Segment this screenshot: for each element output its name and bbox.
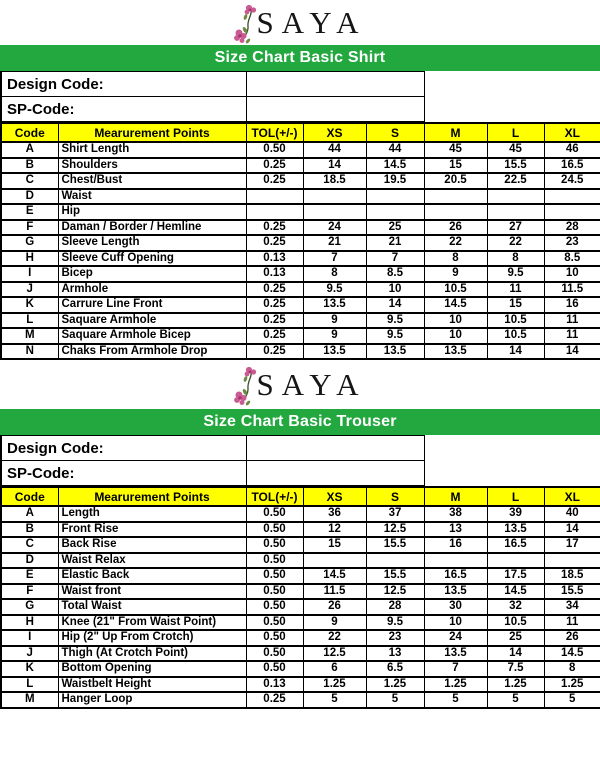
sp-code-row — [1, 97, 600, 122]
size-value-cell: 5 — [424, 692, 487, 708]
code-cell: M — [1, 692, 58, 708]
tolerance-cell: 0.50 — [246, 646, 303, 662]
table-row — [1, 173, 600, 189]
code-cell: G — [1, 235, 58, 251]
section-title: Size Chart Basic Trouser — [203, 413, 397, 430]
section-title: Size Chart Basic Shirt — [214, 49, 386, 66]
tolerance-cell: 0.50 — [246, 599, 303, 615]
size-value-cell — [487, 204, 544, 220]
size-value-cell: 10 — [424, 313, 487, 329]
size-value-cell: 28 — [544, 220, 600, 236]
table-row — [1, 204, 600, 220]
flower-icon — [233, 3, 263, 45]
column-header-m: M — [424, 123, 487, 142]
size-value-cell: 10 — [424, 328, 487, 344]
table-row — [1, 297, 600, 313]
column-header-mearurement-points: Mearurement Points — [58, 487, 246, 506]
size-value-cell: 37 — [366, 506, 424, 522]
size-value-cell: 8 — [424, 251, 487, 267]
code-cell: L — [1, 677, 58, 693]
table-row — [1, 251, 600, 267]
size-value-cell: 14 — [303, 158, 366, 174]
code-cell: J — [1, 282, 58, 298]
tolerance-cell: 0.13 — [246, 251, 303, 267]
code-cell: N — [1, 344, 58, 360]
measurement-point-cell: Daman / Border / Hemline — [58, 220, 246, 236]
size-value-cell — [303, 204, 366, 220]
design-code-label: Design Code: — [1, 72, 246, 97]
tolerance-cell: 0.50 — [246, 506, 303, 522]
spacer-cell — [424, 436, 600, 461]
size-value-cell: 1.25 — [487, 677, 544, 693]
size-value-cell: 14 — [544, 344, 600, 360]
code-cell: F — [1, 584, 58, 600]
code-cell: I — [1, 266, 58, 282]
tolerance-cell: 0.25 — [246, 220, 303, 236]
size-value-cell: 18.5 — [303, 173, 366, 189]
design-code-row — [1, 72, 600, 97]
size-value-cell — [544, 553, 600, 569]
measurement-point-cell: Waist — [58, 189, 246, 205]
size-value-cell: 8.5 — [366, 266, 424, 282]
column-header-mearurement-points: Mearurement Points — [58, 123, 246, 142]
size-value-cell: 25 — [366, 220, 424, 236]
table-row — [1, 615, 600, 631]
measurement-point-cell: Waistbelt Height — [58, 677, 246, 693]
size-value-cell: 19.5 — [366, 173, 424, 189]
size-value-cell: 14.5 — [487, 584, 544, 600]
size-value-cell: 16.5 — [487, 537, 544, 553]
tolerance-cell: 0.50 — [246, 537, 303, 553]
table-row — [1, 630, 600, 646]
size-value-cell: 22.5 — [487, 173, 544, 189]
column-header-s: S — [366, 487, 424, 506]
size-value-cell: 45 — [424, 142, 487, 158]
flower-icon — [233, 365, 263, 407]
size-value-cell: 11.5 — [544, 282, 600, 298]
shirt-measurements-table — [0, 122, 600, 360]
code-cell: F — [1, 220, 58, 236]
design-code-value — [246, 72, 424, 97]
section-title-bar — [0, 45, 600, 71]
table-row — [1, 189, 600, 205]
measurement-point-cell: Shirt Length — [58, 142, 246, 158]
code-cell: B — [1, 522, 58, 538]
measurement-point-cell: Bottom Opening — [58, 661, 246, 677]
measurement-point-cell: Waist Relax — [58, 553, 246, 569]
size-value-cell: 27 — [487, 220, 544, 236]
size-value-cell: 8 — [487, 251, 544, 267]
tolerance-cell: 0.25 — [246, 328, 303, 344]
column-header-tol: TOL(+/-) — [246, 123, 303, 142]
size-value-cell: 7 — [303, 251, 366, 267]
measurement-point-cell: Waist front — [58, 584, 246, 600]
tolerance-cell: 0.13 — [246, 677, 303, 693]
size-value-cell: 16 — [544, 297, 600, 313]
size-value-cell — [424, 204, 487, 220]
size-value-cell: 6.5 — [366, 661, 424, 677]
measurement-point-cell: Armhole — [58, 282, 246, 298]
size-value-cell: 36 — [303, 506, 366, 522]
size-value-cell: 9.5 — [366, 328, 424, 344]
size-value-cell: 14.5 — [544, 646, 600, 662]
size-value-cell: 23 — [366, 630, 424, 646]
size-value-cell: 7.5 — [487, 661, 544, 677]
column-header-xs: XS — [303, 487, 366, 506]
size-value-cell: 14.5 — [366, 158, 424, 174]
column-header-s: S — [366, 123, 424, 142]
brand-logo — [0, 0, 600, 45]
size-value-cell: 1.25 — [544, 677, 600, 693]
measurement-point-cell: Back Rise — [58, 537, 246, 553]
size-value-cell: 13 — [424, 522, 487, 538]
size-value-cell: 15 — [424, 158, 487, 174]
size-value-cell: 10.5 — [487, 615, 544, 631]
measurement-point-cell: Front Rise — [58, 522, 246, 538]
size-value-cell: 16.5 — [544, 158, 600, 174]
column-header-xl: XL — [544, 123, 600, 142]
size-value-cell: 25 — [487, 630, 544, 646]
column-header-l: L — [487, 487, 544, 506]
code-cell: E — [1, 568, 58, 584]
code-cell: A — [1, 142, 58, 158]
size-value-cell: 9.5 — [366, 313, 424, 329]
tolerance-cell: 0.25 — [246, 344, 303, 360]
tolerance-cell: 0.25 — [246, 173, 303, 189]
size-value-cell: 9.5 — [366, 615, 424, 631]
size-value-cell: 26 — [424, 220, 487, 236]
tolerance-cell: 0.50 — [246, 553, 303, 569]
size-value-cell: 21 — [366, 235, 424, 251]
size-value-cell: 44 — [303, 142, 366, 158]
size-value-cell: 22 — [424, 235, 487, 251]
size-value-cell: 5 — [487, 692, 544, 708]
code-cell: G — [1, 599, 58, 615]
spacer-cell — [424, 97, 600, 122]
table-row — [1, 646, 600, 662]
code-cell: D — [1, 553, 58, 569]
tolerance-cell: 0.13 — [246, 266, 303, 282]
sp-code-label: SP-Code: — [1, 97, 246, 122]
table-row — [1, 692, 600, 708]
size-value-cell: 30 — [424, 599, 487, 615]
size-value-cell: 22 — [303, 630, 366, 646]
size-value-cell: 5 — [544, 692, 600, 708]
size-value-cell — [366, 189, 424, 205]
size-value-cell: 9 — [303, 313, 366, 329]
sp-code-row — [1, 461, 600, 486]
code-cell: B — [1, 158, 58, 174]
size-value-cell: 44 — [366, 142, 424, 158]
size-value-cell: 5 — [303, 692, 366, 708]
size-value-cell: 24 — [424, 630, 487, 646]
sp-code-value — [246, 97, 424, 122]
size-value-cell — [487, 553, 544, 569]
size-value-cell — [424, 189, 487, 205]
size-value-cell: 16.5 — [424, 568, 487, 584]
size-value-cell: 9 — [303, 615, 366, 631]
size-value-cell: 38 — [424, 506, 487, 522]
size-value-cell: 15.5 — [366, 537, 424, 553]
size-value-cell: 24.5 — [544, 173, 600, 189]
tolerance-cell — [246, 189, 303, 205]
size-value-cell: 26 — [544, 630, 600, 646]
size-value-cell: 11 — [544, 313, 600, 329]
table-row — [1, 142, 600, 158]
design-code-row — [1, 436, 600, 461]
size-value-cell: 13.5 — [303, 344, 366, 360]
tolerance-cell: 0.25 — [246, 692, 303, 708]
size-value-cell: 7 — [366, 251, 424, 267]
measurement-point-cell: Chaks From Armhole Drop — [58, 344, 246, 360]
code-cell: C — [1, 173, 58, 189]
table-row — [1, 506, 600, 522]
tolerance-cell: 0.25 — [246, 158, 303, 174]
size-value-cell: 8 — [303, 266, 366, 282]
size-value-cell: 11 — [544, 328, 600, 344]
size-value-cell — [544, 204, 600, 220]
size-value-cell: 11 — [487, 282, 544, 298]
size-value-cell — [544, 189, 600, 205]
measurement-point-cell: Saquare Armhole — [58, 313, 246, 329]
brand-wordmark: SAYA — [256, 5, 367, 40]
measurement-point-cell: Total Waist — [58, 599, 246, 615]
size-value-cell: 22 — [487, 235, 544, 251]
brand-logo — [0, 360, 600, 409]
table-row — [1, 328, 600, 344]
table-row — [1, 522, 600, 538]
size-value-cell — [366, 553, 424, 569]
size-value-cell: 18.5 — [544, 568, 600, 584]
measurement-point-cell: Elastic Back — [58, 568, 246, 584]
size-value-cell: 24 — [303, 220, 366, 236]
size-value-cell: 34 — [544, 599, 600, 615]
size-value-cell: 10.5 — [487, 313, 544, 329]
size-value-cell: 1.25 — [424, 677, 487, 693]
size-value-cell: 10 — [366, 282, 424, 298]
table-row — [1, 313, 600, 329]
column-header-code: Code — [1, 487, 58, 506]
tolerance-cell: 0.25 — [246, 297, 303, 313]
size-value-cell: 6 — [303, 661, 366, 677]
measurement-point-cell: Sleeve Length — [58, 235, 246, 251]
code-cell: H — [1, 251, 58, 267]
size-value-cell: 12.5 — [366, 584, 424, 600]
design-code-value — [246, 436, 424, 461]
measurement-point-cell: Hip (2" Up From Crotch) — [58, 630, 246, 646]
size-value-cell: 10.5 — [424, 282, 487, 298]
column-header-code: Code — [1, 123, 58, 142]
table-row — [1, 661, 600, 677]
table-row — [1, 568, 600, 584]
tolerance-cell: 0.50 — [246, 661, 303, 677]
column-header-tol: TOL(+/-) — [246, 487, 303, 506]
column-header-m: M — [424, 487, 487, 506]
spacer-cell — [424, 72, 600, 97]
table-row — [1, 282, 600, 298]
column-header-xs: XS — [303, 123, 366, 142]
size-value-cell: 14 — [366, 297, 424, 313]
table-row — [1, 584, 600, 600]
size-value-cell: 14.5 — [303, 568, 366, 584]
size-value-cell: 17.5 — [487, 568, 544, 584]
size-value-cell: 13.5 — [424, 584, 487, 600]
section-title-bar — [0, 409, 600, 435]
code-cell: K — [1, 661, 58, 677]
table-row — [1, 553, 600, 569]
size-value-cell: 39 — [487, 506, 544, 522]
code-cell: L — [1, 313, 58, 329]
trouser-measurements-table — [0, 486, 600, 709]
measurement-point-cell: Sleeve Cuff Opening — [58, 251, 246, 267]
code-fields-table — [0, 435, 600, 486]
size-value-cell: 10 — [544, 266, 600, 282]
code-cell: A — [1, 506, 58, 522]
table-row — [1, 266, 600, 282]
table-header-row — [1, 487, 600, 506]
code-cell: E — [1, 204, 58, 220]
size-value-cell — [303, 189, 366, 205]
size-value-cell: 9.5 — [487, 266, 544, 282]
size-value-cell — [366, 204, 424, 220]
tolerance-cell: 0.50 — [246, 568, 303, 584]
measurement-point-cell: Chest/Bust — [58, 173, 246, 189]
tolerance-cell: 0.50 — [246, 615, 303, 631]
code-cell: M — [1, 328, 58, 344]
size-value-cell: 9 — [303, 328, 366, 344]
size-value-cell: 21 — [303, 235, 366, 251]
size-value-cell: 14 — [487, 344, 544, 360]
size-value-cell: 14 — [487, 646, 544, 662]
size-value-cell: 13.5 — [487, 522, 544, 538]
measurement-point-cell: Saquare Armhole Bicep — [58, 328, 246, 344]
size-value-cell: 26 — [303, 599, 366, 615]
size-value-cell: 17 — [544, 537, 600, 553]
measurement-point-cell: Carrure Line Front — [58, 297, 246, 313]
code-cell: D — [1, 189, 58, 205]
size-value-cell: 15 — [487, 297, 544, 313]
code-cell: J — [1, 646, 58, 662]
size-value-cell: 11.5 — [303, 584, 366, 600]
sp-code-label: SP-Code: — [1, 461, 246, 486]
size-value-cell: 1.25 — [303, 677, 366, 693]
table-row — [1, 158, 600, 174]
column-header-l: L — [487, 123, 544, 142]
shirt-size-chart-section — [0, 0, 600, 360]
code-cell: C — [1, 537, 58, 553]
measurement-point-cell: Length — [58, 506, 246, 522]
size-value-cell: 15.5 — [366, 568, 424, 584]
size-value-cell: 20.5 — [424, 173, 487, 189]
size-value-cell: 11 — [544, 615, 600, 631]
size-value-cell: 45 — [487, 142, 544, 158]
design-code-label: Design Code: — [1, 436, 246, 461]
size-value-cell: 13.5 — [424, 646, 487, 662]
table-row — [1, 537, 600, 553]
measurement-point-cell: Hanger Loop — [58, 692, 246, 708]
size-value-cell: 9.5 — [303, 282, 366, 298]
size-value-cell: 32 — [487, 599, 544, 615]
size-value-cell — [487, 189, 544, 205]
code-fields-table — [0, 71, 600, 122]
size-value-cell: 23 — [544, 235, 600, 251]
sp-code-value — [246, 461, 424, 486]
size-value-cell: 1.25 — [366, 677, 424, 693]
size-value-cell: 40 — [544, 506, 600, 522]
table-row — [1, 235, 600, 251]
size-value-cell — [303, 553, 366, 569]
tolerance-cell: 0.25 — [246, 313, 303, 329]
tolerance-cell: 0.50 — [246, 142, 303, 158]
size-value-cell: 9 — [424, 266, 487, 282]
size-value-cell: 10.5 — [487, 328, 544, 344]
tolerance-cell: 0.50 — [246, 584, 303, 600]
tolerance-cell: 0.25 — [246, 282, 303, 298]
column-header-xl: XL — [544, 487, 600, 506]
table-row — [1, 677, 600, 693]
size-value-cell: 13.5 — [303, 297, 366, 313]
size-value-cell: 8 — [544, 661, 600, 677]
code-cell: H — [1, 615, 58, 631]
code-cell: I — [1, 630, 58, 646]
size-value-cell: 13.5 — [424, 344, 487, 360]
size-value-cell: 15.5 — [544, 584, 600, 600]
tolerance-cell — [246, 204, 303, 220]
size-value-cell: 15.5 — [487, 158, 544, 174]
size-value-cell: 46 — [544, 142, 600, 158]
size-value-cell: 10 — [424, 615, 487, 631]
size-value-cell: 7 — [424, 661, 487, 677]
tolerance-cell: 0.50 — [246, 630, 303, 646]
trouser-size-chart-section — [0, 360, 600, 709]
size-value-cell — [424, 553, 487, 569]
table-row — [1, 599, 600, 615]
size-value-cell: 12.5 — [366, 522, 424, 538]
brand-wordmark: SAYA — [256, 367, 367, 402]
table-row — [1, 344, 600, 360]
tolerance-cell: 0.50 — [246, 522, 303, 538]
size-value-cell: 14.5 — [424, 297, 487, 313]
size-value-cell: 13.5 — [366, 344, 424, 360]
table-header-row — [1, 123, 600, 142]
measurement-point-cell: Bicep — [58, 266, 246, 282]
table-row — [1, 220, 600, 236]
size-value-cell: 15 — [303, 537, 366, 553]
size-value-cell: 13 — [366, 646, 424, 662]
measurement-point-cell: Knee (21" From Waist Point) — [58, 615, 246, 631]
size-value-cell: 12 — [303, 522, 366, 538]
size-value-cell: 14 — [544, 522, 600, 538]
size-value-cell: 8.5 — [544, 251, 600, 267]
size-value-cell: 28 — [366, 599, 424, 615]
size-value-cell: 5 — [366, 692, 424, 708]
size-value-cell: 16 — [424, 537, 487, 553]
measurement-point-cell: Hip — [58, 204, 246, 220]
size-value-cell: 12.5 — [303, 646, 366, 662]
measurement-point-cell: Shoulders — [58, 158, 246, 174]
measurement-point-cell: Thigh (At Crotch Point) — [58, 646, 246, 662]
spacer-cell — [424, 461, 600, 486]
tolerance-cell: 0.25 — [246, 235, 303, 251]
code-cell: K — [1, 297, 58, 313]
